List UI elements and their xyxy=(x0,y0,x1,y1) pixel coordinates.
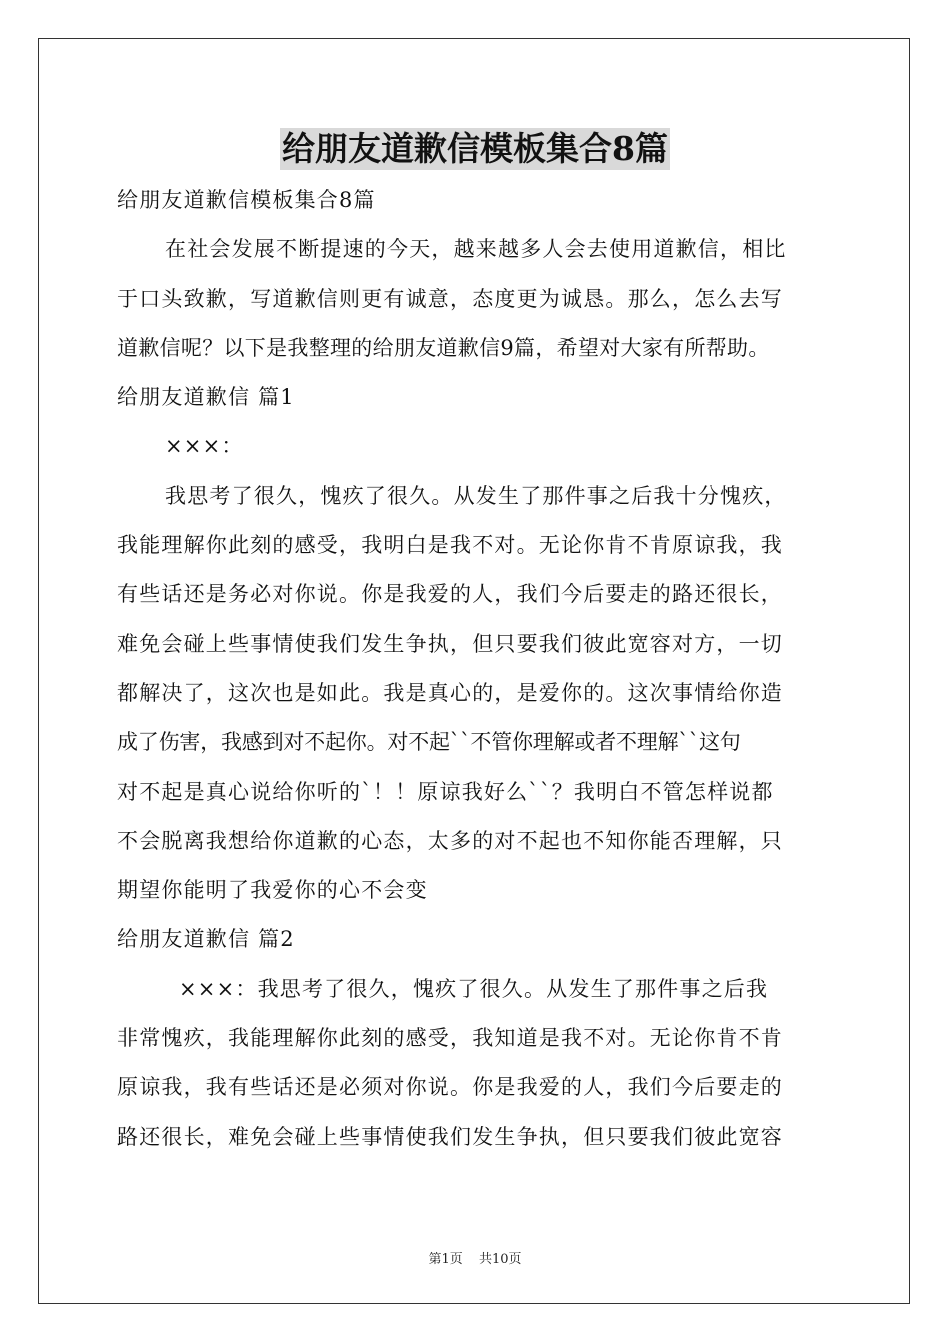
paragraph-line: 成了伤害，我感到对不起你。对不起``不管你理解或者不理解``这句 xyxy=(117,730,741,755)
paragraph-line: 在社会发展不断提速的今天，越来越多人会去使用道歉信，相比 xyxy=(165,237,787,262)
paragraph-line: 不会脱离我想给你道歉的心态，太多的对不起也不知你能否理解，只 xyxy=(117,828,783,853)
document-title: 给朋友道歉信模板集合8篇 xyxy=(282,129,668,168)
paragraph-line: 道歉信呢？以下是我整理的给朋友道歉信9篇，希望对大家有所帮助。 xyxy=(117,335,770,360)
title-container xyxy=(0,128,950,170)
paragraph-line: 于口头致歉，写道歉信则更有诚意，态度更为诚恳。那么，怎么去写 xyxy=(117,286,783,311)
subtitle-line: 给朋友道歉信模板集合8篇 xyxy=(117,188,376,212)
paragraph-line: 有些话还是务必对你说。你是我爱的人，我们今后要走的路还很长， xyxy=(117,582,783,607)
paragraph-line: 难免会碰上些事情使我们发生争执，但只要我们彼此宽容对方，一切 xyxy=(117,631,783,656)
section-heading: 给朋友道歉信 篇2 xyxy=(117,927,295,952)
page-footer xyxy=(0,1248,950,1267)
paragraph-line: 我能理解你此刻的感受，我明白是我不对。无论你肯不肯原谅我，我 xyxy=(117,533,783,558)
page-number: 第1页 xyxy=(428,1252,463,1267)
page-total: 共10页 xyxy=(478,1252,522,1267)
paragraph-line: 路还很长，难免会碰上些事情使我们发生争执，但只要我们彼此宽容 xyxy=(117,1124,783,1149)
document-body xyxy=(117,176,847,1162)
section-heading: 给朋友道歉信 篇1 xyxy=(117,385,295,410)
paragraph-line: 期望你能明了我爱你的心不会变 xyxy=(117,878,428,903)
paragraph-line: 我思考了很久，愧疚了很久。从发生了那件事之后我十分愧疚， xyxy=(165,483,787,508)
paragraph-line: 非常愧疚，我能理解你此刻的感受，我知道是我不对。无论你肯不肯 xyxy=(117,1026,783,1051)
paragraph-line: ×××：我思考了很久，愧疚了很久。从发生了那件事之后我 xyxy=(179,976,769,1001)
paragraph-line: 原谅我，我有些话还是必须对你说。你是我爱的人，我们今后要走的 xyxy=(117,1075,783,1100)
paragraph-line: 对不起是真心说给你听的`！！原谅我好么``？我明白不管怎样说都 xyxy=(117,779,774,804)
paragraph-line: 都解决了，这次也是如此。我是真心的，是爱你的。这次事情给你造 xyxy=(117,680,783,705)
salutation: ×××： xyxy=(165,434,244,459)
